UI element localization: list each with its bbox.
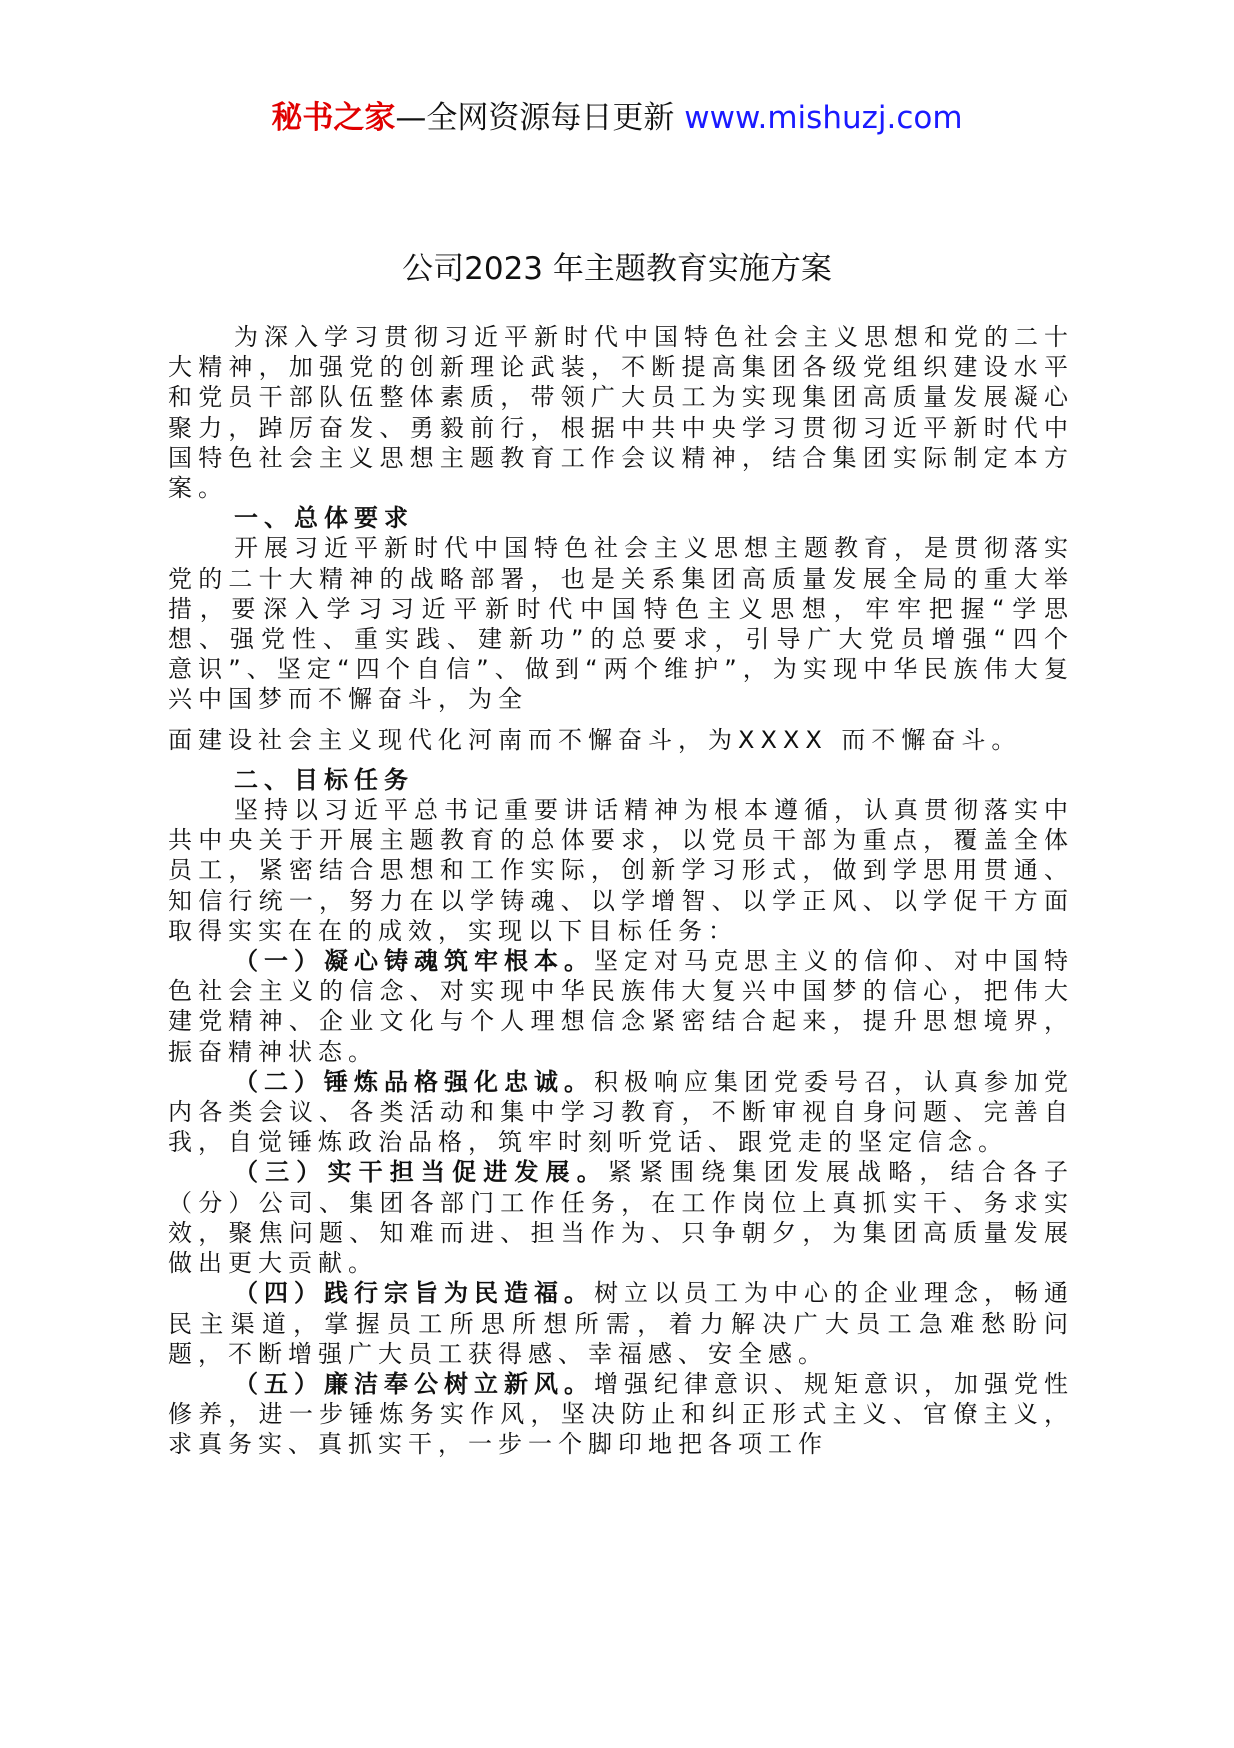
section-1-heading: 一、总体要求 bbox=[234, 504, 414, 533]
task-item-text: 增强纪律意识、规矩意识，加强党性修养，进一步锤炼务实作风，坚决防止和纠正形式主义、官僚主义，求真务实、真抓实干，一步一个脚印地把各项工作 bbox=[168, 1369, 1074, 1459]
document-body bbox=[168, 322, 1074, 1460]
section-2-paragraph: 坚持以习近平总书记重要讲话精神为根本遵循，认真贯彻落实中共中央关于开展主题教育的总体要求，以党员干部为重点，覆盖全体员工，紧密结合思想和工作实际，创新学习形式，做到学思用贯通、知信行统一，努力在以学铸魂、以学增智、以学正风、以学促干方面取得实实在在的成效，实现以下目标任务： bbox=[168, 796, 1074, 945]
task-item bbox=[168, 946, 1074, 1067]
site-header bbox=[0, 98, 1234, 138]
document-title: 公司2023 年主题教育实施方案 bbox=[402, 251, 832, 287]
intro-paragraph: 为深入学习贯彻习近平新时代中国特色社会主义思想和党的二十大精神，加强党的创新理论武装，不断提高集团各级党组织建设水平和党员干部队伍整体素质，带领广大员工为实现集团高质量发展凝心聚力，踔厉奋发、勇毅前行，根据中共中央学习贯彻习近平新时代中国特色社会主义思想主题教育工作会议精神，结合集团实际制定本方案。 bbox=[168, 323, 1074, 503]
task-item-heading: （四）践行宗旨为民造福。 bbox=[234, 1279, 594, 1308]
section-1-paragraph-end: 面建设社会主义现代化河南而不懈奋斗，为XXXX 而不懈奋斗。 bbox=[168, 725, 1022, 754]
section-2-heading: 二、目标任务 bbox=[234, 765, 414, 794]
site-slogan: —全网资源每日更新 bbox=[395, 100, 675, 136]
task-item-text: 坚定对马克思主义的信仰、对中国特色社会主义的信念、对实现中华民族伟大复兴中国梦的信心，把伟大建党精神、企业文化与个人理想信念紧密结合起来，提升思想境界，振奋精神状态。 bbox=[168, 947, 1074, 1066]
task-item-text: 积极响应集团党委号召，认真参加党内各类会议、各类活动和集中学习教育，不断审视自身问题、完善自我，自觉锤炼政治品格，筑牢时刻听党话、跟党走的坚定信念。 bbox=[168, 1067, 1074, 1157]
task-item-heading: （二）锤炼品格强化忠诚。 bbox=[234, 1067, 594, 1096]
task-item bbox=[168, 1067, 1074, 1158]
site-brand: 秘书之家 bbox=[271, 100, 396, 136]
site-url-link[interactable]: www.mishuzj.com bbox=[684, 100, 963, 136]
task-item-text: 紧紧围绕集团发展战略，结合各子（分）公司、集团各部门工作任务，在工作岗位上真抓实干、务求实效，聚焦问题、知难而进、担当作为、只争朝夕，为集团高质量发展做出更大贡献。 bbox=[168, 1158, 1075, 1278]
task-item-heading: （三）实干担当促进发展。 bbox=[234, 1158, 608, 1187]
task-item bbox=[168, 1157, 1074, 1278]
task-item bbox=[168, 1278, 1074, 1369]
section-1-paragraph: 开展习近平新时代中国特色社会主义思想主题教育，是贯彻落实党的二十大精神的战略部署，也是关系集团高质量发展全局的重大举措，要深入学习习近平新时代中国特色主义思想，牢牢把握“学思想、强党性、重实践、建新功”的总要求，引导广大党员增强“四个意识”、坚定“四个自信”、做到“两个维护”，为实现中华民族伟大复兴中国梦而不懈奋斗，为全 bbox=[168, 534, 1074, 714]
task-item-text: 树立以员工为中心的企业理念，畅通民主渠道，掌握员工所思所想所需，着力解决广大员工急难愁盼问题，不断增强广大员工获得感、幸福感、安全感。 bbox=[168, 1279, 1074, 1368]
task-item bbox=[168, 1369, 1074, 1460]
task-item-heading: （五）廉洁奉公树立新风。 bbox=[234, 1369, 594, 1398]
task-item-heading: （一）凝心铸魂筑牢根本。 bbox=[234, 947, 594, 976]
